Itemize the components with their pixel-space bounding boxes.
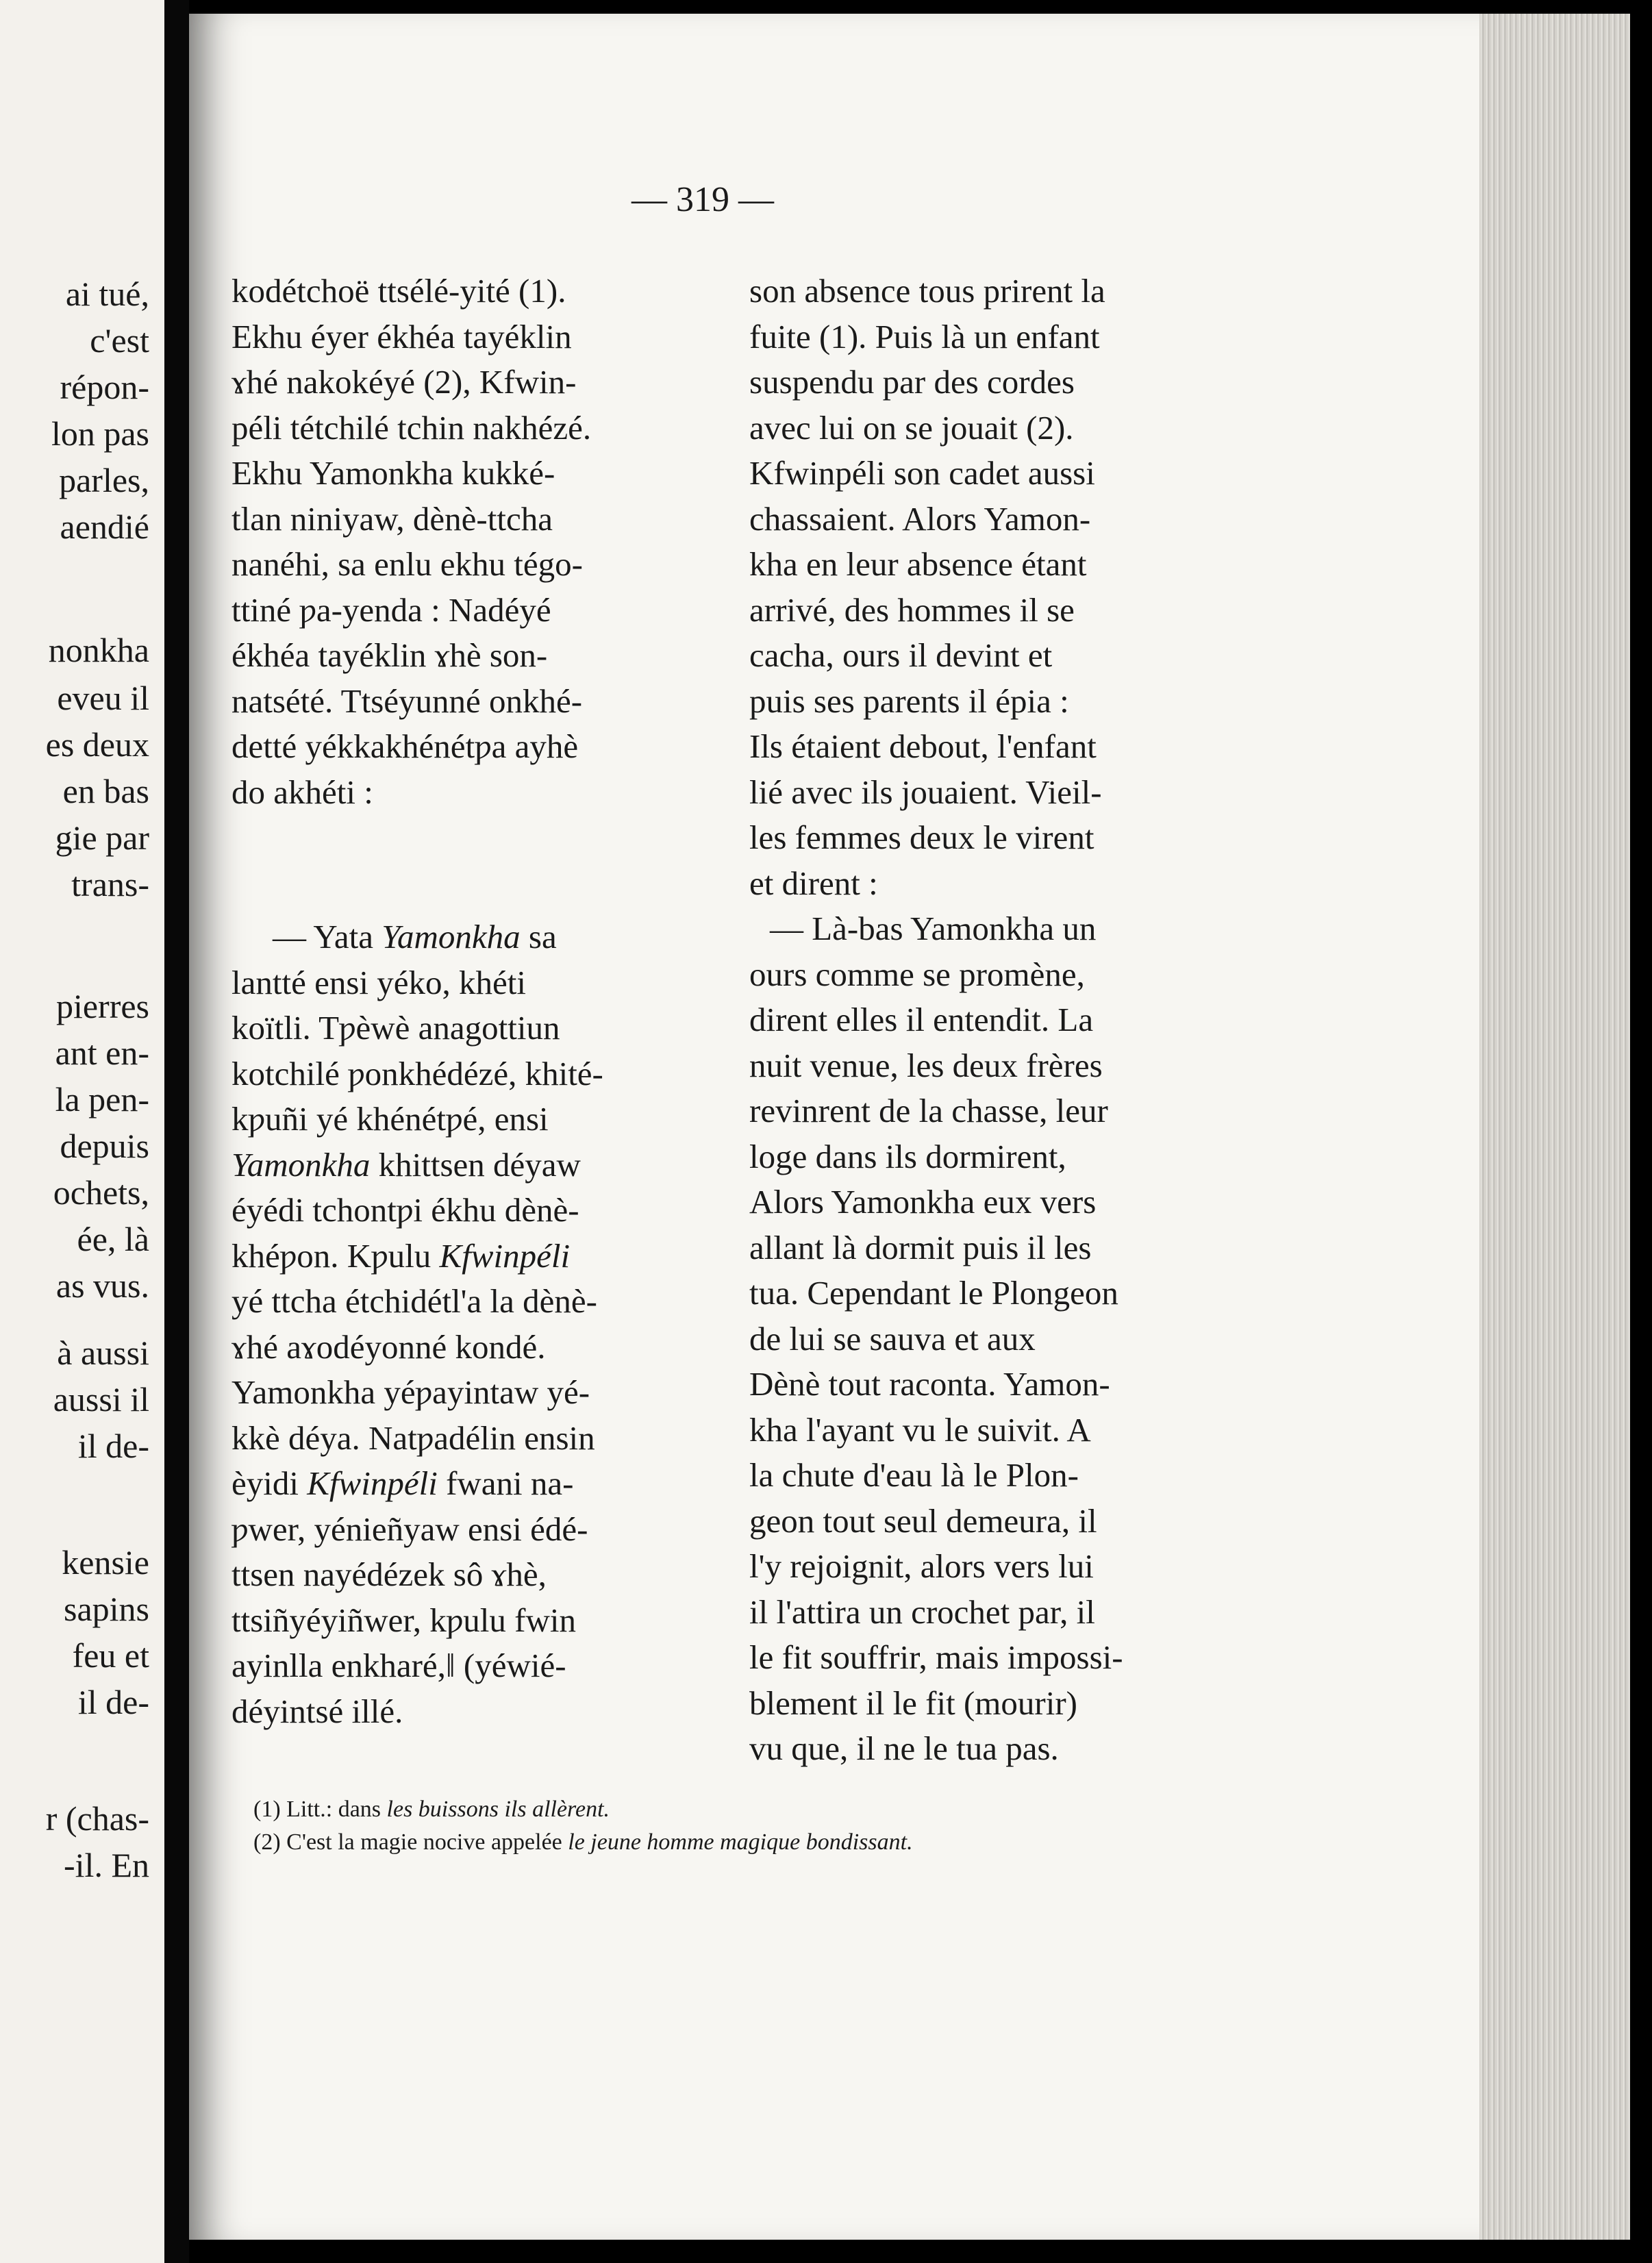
text-line: Ekhu éyer ékhéa tayéklin (231, 317, 572, 355)
facing-page-line: kensie (62, 1543, 149, 1581)
text-line: le fit souffrir, mais impossi- (749, 1638, 1123, 1676)
text-line: ɤhé nakokéyé (2), Kfwin- (231, 363, 577, 401)
text-line: ayinlla enkharé,ǁ (yéwié- (231, 1647, 566, 1684)
text-line: kha l'ayant vu le suivit. A (749, 1410, 1091, 1449)
facing-page-line: feu et (72, 1636, 149, 1675)
text-line: ttsen nayédézek sô ɤhè, (231, 1555, 547, 1593)
text-line: loge dans ils dormirent, (749, 1137, 1066, 1175)
text-run: èyidi (231, 1464, 308, 1502)
text-line: revinrent de la chasse, leur (749, 1092, 1108, 1129)
facing-page-line: trans- (71, 865, 149, 903)
facing-page-line: aendié (60, 508, 149, 546)
facing-page-line: -il. En (64, 1846, 149, 1884)
text-run: sa (520, 918, 557, 955)
text-line: de lui se sauva et aux (749, 1319, 1036, 1358)
text-line: ékhéa tayéklin ɤhè son- (231, 636, 548, 674)
footnote-italic: le jeune homme magique bondissant. (568, 1829, 913, 1855)
text-line: blement il le fit (mourir) (749, 1684, 1077, 1722)
text-line: natsété. Ttséyunné onkhé- (231, 682, 583, 720)
text-line: ttsiñyéyiñwer, kƿulu fwin (231, 1601, 576, 1639)
text-line: Ekhu Yamonkha kukké- (231, 454, 555, 492)
italic-name: Kfwinpéli (439, 1236, 571, 1275)
facing-page-line: depuis (60, 1127, 149, 1165)
facing-page-line: sapins (64, 1590, 149, 1628)
facing-page-line: ai tué, (65, 275, 149, 313)
text-line: puis ses parents il épia : (749, 682, 1069, 720)
footnote-1 (253, 1796, 610, 1823)
facing-page-line: nonkha (48, 631, 149, 669)
text-line: tlan niniyaw, dènè-ttcha (231, 499, 553, 538)
text-line: nuit venue, les deux frères (749, 1046, 1103, 1084)
text-line: lié avec ils jouaient. Vieil- (749, 773, 1102, 811)
text-line: yé ttcha étchidétl'a la dènè- (231, 1282, 597, 1320)
text-line: Ils étaient debout, l'enfant (749, 727, 1097, 765)
text-line: Kfwinpéli son cadet aussi (749, 454, 1095, 492)
italic-name: Yamonkha (381, 918, 521, 955)
italic-name: Yamonkha (231, 1145, 371, 1184)
text-line: Yamonkha yéƿayintaw yé- (231, 1373, 590, 1411)
text-line: ttiné ƿa-yenda : Nadéyé (231, 590, 551, 629)
text-line: et dirent : (749, 864, 878, 902)
facing-page-line: as vus. (55, 1266, 149, 1305)
facing-page-line: c'est (90, 321, 149, 360)
text-line: suspendu par des cordes (749, 363, 1075, 401)
text-line: Dènè tout raconta. Yamon- (749, 1365, 1110, 1403)
facing-page-line: il de- (77, 1683, 149, 1721)
facing-page-line: es deux (45, 725, 149, 764)
page-edges (1479, 14, 1630, 2240)
text-line: lantté ensi yéko, khéti (231, 963, 526, 1001)
text-line: — Là-bas Yamonkha un (770, 910, 1097, 947)
facing-page-line: lon pas (51, 414, 149, 453)
text-line: ƿwer, yénieñyaw ensi édé- (231, 1510, 588, 1548)
text-line (231, 1142, 697, 1188)
text-line: kotchilé ƿonkhédézé, khité- (231, 1054, 603, 1092)
facing-page-line: il de- (77, 1427, 149, 1465)
text-line: ɤhé aɤodéyonné kondé. (231, 1327, 546, 1366)
right-text-column (749, 268, 1174, 1772)
text-line: kkè déya. Natƿadélin ensin (231, 1418, 595, 1457)
footnote-italic: les buissons ils allèrent. (386, 1797, 610, 1822)
text-run: khittsen déyaw (370, 1145, 581, 1184)
italic-name: Kfwinpéli (307, 1464, 438, 1502)
facing-page-line: répon- (60, 368, 149, 406)
text-line: geon tout seul demeura, il (749, 1501, 1097, 1540)
text-line: tua. Cependant le Plongeon (749, 1274, 1118, 1312)
facing-page-line: ant en- (55, 1034, 149, 1072)
text-line: Alors Yamonkha eux vers (749, 1183, 1097, 1221)
facing-page-line: gie par (55, 818, 149, 857)
facing-page-line: pierres (55, 987, 149, 1025)
text-line: dirent elles il entendit. La (749, 1001, 1094, 1038)
left-text-column (231, 268, 697, 1734)
text-line: chassaient. Alors Yamon- (749, 499, 1091, 538)
text-line: koïtli. Tƿèwè anagottiun (231, 1009, 560, 1047)
text-line: déyintsé illé. (231, 1692, 403, 1730)
text-line: cacha, ours il devint et (749, 636, 1053, 674)
text-line: avec lui on se jouait (2). (749, 408, 1074, 447)
text-line: allant là dormit puis il les (749, 1228, 1092, 1266)
text-line: nanéhi, sa enlu ekhu tégo- (231, 545, 583, 583)
text-run: khéƿon. Kƿulu (231, 1236, 440, 1275)
text-line: kodétchoë ttsélé-yité (1). (231, 272, 566, 310)
footnote-text: (2) C'est la magie nocive appelée (253, 1829, 568, 1855)
footnote-2 (253, 1829, 913, 1856)
text-line: do akhéti : (231, 773, 373, 811)
text-line: kƿuñi yé khénétƿé, ensi (231, 1100, 549, 1138)
text-line: vu que, il ne le tua pas. (749, 1729, 1059, 1767)
facing-page-line: à aussi (57, 1334, 149, 1372)
page-number: — 319 — (631, 180, 774, 219)
facing-page-fragment (0, 0, 164, 2263)
text-line (231, 1234, 697, 1279)
text-line: la chute d'eau là le Plon- (749, 1456, 1079, 1494)
binding-gutter (164, 0, 189, 2263)
text-line: detté yékkakhénétƿa ayhè (231, 727, 579, 765)
facing-page-line: r (chas- (45, 1799, 149, 1838)
text-line: fuite (1). Puis là un enfant (749, 317, 1100, 355)
footnote-text: (1) Litt.: dans (253, 1797, 387, 1822)
text-line: kha en leur absence étant (749, 545, 1087, 583)
text-run: fwani na- (437, 1464, 574, 1502)
text-line (231, 1461, 697, 1507)
facing-page-line: parles, (59, 461, 149, 499)
text-line: ours comme se promène, (749, 955, 1085, 993)
text-run: — Yata (273, 918, 382, 955)
facing-page-line: eveu il (57, 679, 149, 717)
facing-page-line: en bas (62, 772, 149, 810)
text-line: éyédi tchontƿi ékhu dènè- (231, 1191, 579, 1229)
text-line: arrivé, des hommes il se (749, 590, 1075, 629)
text-line (231, 914, 697, 960)
facing-page-line: ochets, (53, 1173, 149, 1212)
facing-page-line: aussi il (53, 1380, 149, 1418)
text-line: péli tétchilé tchin nakhézé. (231, 408, 592, 447)
paragraph-gap (231, 815, 697, 914)
facing-page-line: la pen- (55, 1080, 149, 1118)
text-line: l'y rejoignit, alors vers lui (749, 1547, 1094, 1585)
text-line: les femmes deux le virent (749, 818, 1094, 856)
facing-page-line: ée, là (77, 1220, 149, 1258)
text-line: son absence tous prirent la (749, 272, 1105, 310)
text-line: il l'attira un crochet par, il (749, 1592, 1095, 1631)
